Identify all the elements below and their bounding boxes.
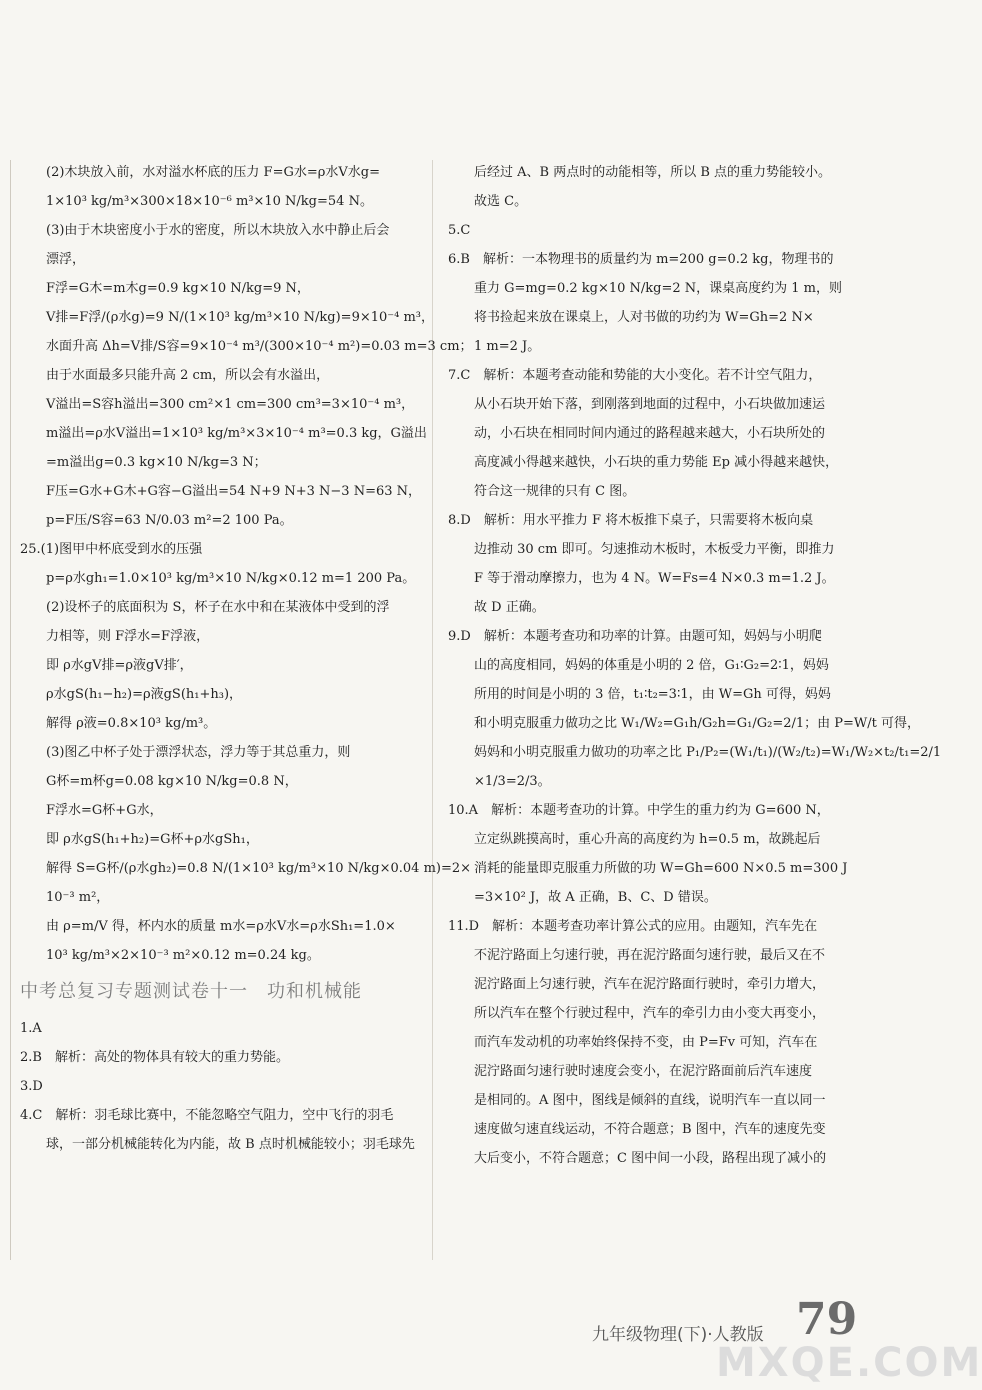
text-line: 大后变小，不符合题意；C 图中间一小段，路程出现了减小的 [474,1151,827,1166]
text-line: 而汽车发动机的功率始终保持不变，由 P=Fv 可知，汽车在 [474,1035,818,1050]
text-line: 7.C 解析：本题考查动能和势能的大小变化。若不计空气阻力， [448,368,822,383]
text-line: 解得 S=G杯/(ρ水gh₂)=0.8 N/(1×10³ kg/m³×10 N/kg×0.04 m)=2× [46,861,472,876]
text-line: 10⁻³ m²， [46,890,110,905]
text-line: 4.C 解析：羽毛球比赛中，不能忽略空气阻力，空中飞行的羽毛 [20,1108,394,1123]
text-line: 由于水面最多只能升高 2 cm，所以会有水溢出， [46,368,330,383]
text-line: p=F压/S容=63 N/0.03 m²=2 100 Pa。 [46,513,293,528]
text-line: 1×10³ kg/m³×300×18×10⁻⁶ m³×10 N/kg=54 N。 [46,194,373,209]
left-column-rule [10,160,11,1260]
page-number: 79 [796,1294,858,1345]
text-line: 即 ρ水gS(h₁+h₂)=G杯+ρ水gSh₁， [46,832,259,847]
text-line: 高度减小得越来越快，小石块的重力势能 Ep 减小得越来越快， [474,455,839,470]
text-line: F浮=G木=m木g=0.9 kg×10 N/kg=9 N， [46,281,310,296]
text-line: 即 ρ水gV排=ρ液gV排′， [46,658,193,673]
text-line: 10³ kg/m³×2×10⁻³ m²×0.12 m=0.24 kg。 [46,948,320,963]
text-line: V排=F浮/(ρ水g)=9 N/(1×10³ kg/m³×10 N/kg)=9×10⁻⁴ m³， [46,310,435,325]
text-line: 边推动 30 cm 即可。匀速推动木板时，木板受力平衡，即推力 [474,542,835,557]
text-line: m溢出=ρ水V溢出=1×10³ kg/m³×3×10⁻⁴ m³=0.3 kg，G溢出 [46,426,427,441]
text-line: 9.D 解析：本题考查功和功率的计算。由题可知，妈妈与小明爬 [448,629,822,644]
text-line: 11.D 解析：本题考查功率计算公式的应用。由题知，汽车先在 [448,919,818,934]
text-line: 泥泞路面上匀速行驶，汽车在泥泞路面行驶时，牵引力增大， [474,977,826,992]
text-line: 将书捡起来放在课桌上，人对书做的功约为 W=Gh=2 N× [474,310,814,325]
text-line: 后经过 A、B 两点时的动能相等，所以 B 点的重力势能较小。 [474,165,832,180]
text-line: =3×10² J，故 A 正确，B、C、D 错误。 [474,890,717,905]
text-line: 故选 C。 [474,194,528,209]
text-line: 8.D 解析：用水平推力 F 将木板推下桌子，只需要将木板向桌 [448,513,814,528]
text-line: 所用的时间是小明的 3 倍，t₁∶t₂=3∶1，由 W=Gh 可得，妈妈 [474,687,831,702]
text-line: 重力 G=mg=0.2 kg×10 N/kg=2 N，课桌高度约为 1 m，则 [474,281,843,296]
text-line: 水面升高 Δh=V排/S容=9×10⁻⁴ m³/(300×10⁻⁴ m²)=0.03 m=3 cm； [46,339,473,354]
text-line: 3.D [20,1079,43,1094]
text-line: V溢出=S容h溢出=300 cm²×1 cm=300 cm³=3×10⁻⁴ m³， [46,397,415,412]
text-line: 力相等，则 F浮水=F浮液， [46,629,210,644]
text-line: 动，小石块在相同时间内通过的路程越来越大，小石块所处的 [474,426,826,441]
text-line: F 等于滑动摩擦力，也为 4 N。W=Fs=4 N×0.3 m=1.2 J。 [474,571,835,586]
text-line: 消耗的能量即克服重力所做的功 W=Gh=600 N×0.5 m=300 J [474,861,848,876]
text-line: (2)设杯子的底面积为 S，杯子在水中和在某液体中受到的浮 [46,600,390,615]
text-line: p=ρ水gh₁=1.0×10³ kg/m³×10 N/kg×0.12 m=1 200 Pa。 [46,571,416,586]
text-line: 妈妈和小明克服重力做功的功率之比 P₁/P₂=(W₁/t₁)/(W₂/t₂)=W₁/W₂×t₂/t₁=2/1 [474,745,942,760]
text-line: 5.C [448,223,471,238]
text-line: (3)图乙中杯子处于漂浮状态，浮力等于其总重力，则 [46,745,351,760]
text-line: 泥泞路面匀速行驶时速度会变小，在泥泞路面前后汽车速度 [474,1064,813,1079]
text-line: 25.(1)图甲中杯底受到水的压强 [20,542,203,557]
watermark-logo: MXQE.COM [716,1340,982,1386]
text-line: 6.B 解析：一本物理书的质量约为 m=200 g=0.2 kg，物理书的 [448,252,834,267]
text-line: (2)木块放入前，水对溢水杯底的压力 F=G水=ρ水V水g= [46,165,380,180]
text-line: 不泥泞路面上匀速行驶，再在泥泞路面匀速行驶，最后又在不 [474,948,826,963]
text-line: 速度做匀速直线运动，不符合题意；B 图中，汽车的速度先变 [474,1122,826,1137]
text-line: 2.B 解析：高处的物体具有较大的重力势能。 [20,1050,289,1065]
text-line: 从小石块开始下落，到刚落到地面的过程中，小石块做加速运 [474,397,826,412]
text-line: 是相同的。A 图中，图线是倾斜的直线，说明汽车一直以同一 [474,1093,826,1108]
section-heading: 中考总复习专题测试卷十一 功和机械能 [20,981,362,1002]
text-line: 漂浮， [46,252,86,267]
text-line: 所以汽车在整个行驶过程中，汽车的牵引力由小变大再变小， [474,1006,826,1021]
text-line: 立定纵跳摸高时，重心升高的高度约为 h=0.5 m，故跳起后 [474,832,821,847]
right-column [448,158,942,1173]
text-line: ×1/3=2/3。 [474,774,551,789]
text-line: 10.A 解析：本题考查功的计算。中学生的重力约为 G=600 N， [448,803,830,818]
text-line: 由 ρ=m/V 得，杯内水的质量 m水=ρ水V水=ρ水Sh₁=1.0× [46,919,396,934]
text-line: G杯=m杯g=0.08 kg×10 N/kg=0.8 N， [46,774,298,789]
text-line: 1.A [20,1021,42,1036]
text-line: 符合这一规律的只有 C 图。 [474,484,636,499]
text-line: F浮水=G杯+G水， [46,803,163,818]
text-line: (3)由于木块密度小于水的密度，所以木块放入水中静止后会 [46,223,390,238]
text-line: ρ水gS(h₁−h₂)=ρ液gS(h₁+h₃)， [46,687,243,702]
text-line: 解得 ρ液=0.8×10³ kg/m³。 [46,716,217,731]
text-line: 和小明克服重力做功之比 W₁/W₂=G₁h/G₂h=G₁/G₂=2/1；由 P=W/t 可得， [474,716,921,731]
text-line: 山的高度相同，妈妈的体重是小明的 2 倍，G₁∶G₂=2∶1，妈妈 [474,658,829,673]
text-line: F压=G水+G木+G容−G溢出=54 N+9 N+3 N−3 N=63 N， [46,484,422,499]
footer-book-title: 九年级物理(下)·人教版 [592,1325,764,1345]
text-line: 故 D 正确。 [474,600,545,615]
text-line: 1 m=2 J。 [474,339,541,354]
text-line: 球，一部分机械能转化为内能，故 B 点时机械能较小；羽毛球先 [46,1137,415,1152]
text-line: =m溢出g=0.3 kg×10 N/kg=3 N； [46,455,267,470]
